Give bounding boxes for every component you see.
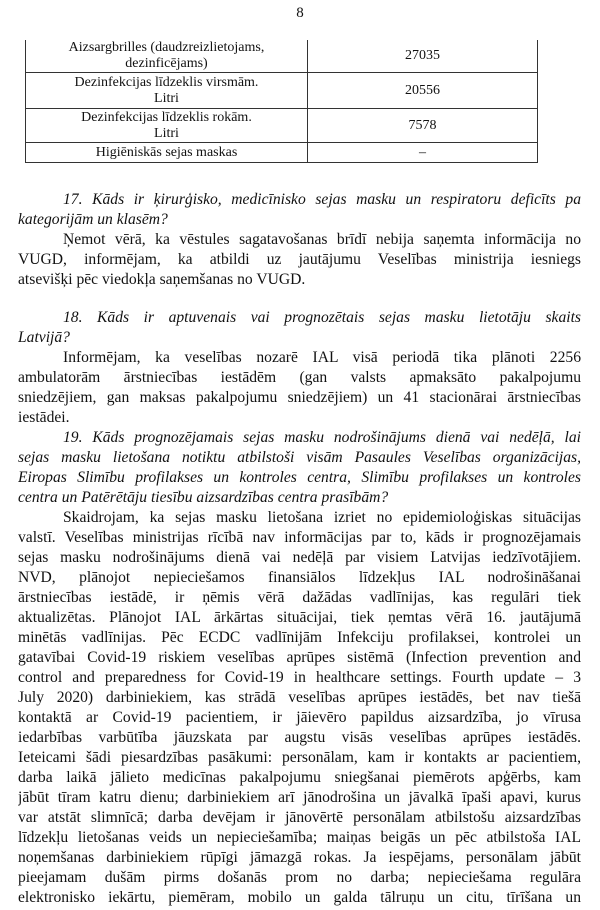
- document-body: [18, 190, 581, 908]
- item-quantity-cell: 27035: [308, 40, 538, 73]
- item-quantity-cell: 7578: [308, 109, 538, 143]
- text-line: jābūt tīram katru dienu; darbiniekiem arī jānodrošina un jāvalkā īpaši apavi, kurus: [18, 789, 581, 806]
- item-name-cell: [26, 143, 308, 163]
- item-name-cell: [26, 40, 308, 73]
- question-paragraph: [18, 428, 581, 508]
- text-line: līdzekļu lietošanas veids un nepieciešamība; maiņas beigās un pēc atbilstoša IAL: [18, 829, 581, 846]
- text-line: sejas masku lietošana notiktu atbilstoši visām Pasaules Veselības organizācijas,: [18, 449, 581, 466]
- table-row: [26, 40, 538, 73]
- text-line: valstī. Veselības ministrijas rīcībā nav informācijas par to, kāds ir prognozējamais: [18, 529, 581, 546]
- page-number: 8: [296, 5, 304, 21]
- text-line: control and preparedness for Covid-19 in healthcare settings. Fourth update – 3: [18, 669, 581, 686]
- text-line: Informējam, ka veselības nozarē IAL visā periodā tika plānoti 2256: [63, 349, 581, 366]
- text-line: kontaktā ar Covid-19 pacientiem, ir jāievēro papildus aizsardzība, jo vīrusa: [18, 709, 581, 726]
- text-line: sniedzējiem, gan maksas pakalpojumu sniedzējiem) un 41 stacionārai ārstniecības: [18, 389, 581, 406]
- text-line: centra un Patērētāju tiesību aizsardzības centra prasībām?: [18, 489, 389, 506]
- item-name-cell: [26, 109, 308, 143]
- text-line: Ņemot vērā, ka vēstules sagatavošanas brīdī nebija saņemta informācija no: [63, 231, 581, 248]
- text-line: kategorijām un klasēm?: [18, 211, 168, 228]
- text-line: VUGD, informējam, ka atbildi uz jautājumu Veselības ministrija iesniegs: [18, 251, 581, 268]
- supplies-table: [25, 40, 538, 163]
- item-name-line: Dezinfekcijas līdzeklis virsmām.: [74, 74, 259, 90]
- text-line: darba laikā jālieto medicīnas pakalpojumu sniegšanai piemērots apģērbs, kam: [18, 769, 581, 786]
- item-name-line: dezinficējams): [125, 56, 208, 71]
- text-line: Latvijā?: [18, 329, 70, 346]
- text-line: July 2020) darbiniekiem, kas strādā veselības aprūpes iestādēs, bet nav tiešā: [18, 689, 581, 706]
- text-line: minētās vadlīnijas. Pēc ECDC vadlīnijām Infekciju profilaksei, kontrolei un: [18, 629, 581, 646]
- text-line: 18. Kāds ir aptuvenais vai prognozētais sejas masku lietotāju skaits: [63, 309, 581, 326]
- text-line: noņemšanas darbiniekiem rūpīgi jāmazgā rokas. Ja iespējams, personālam jābūt: [18, 849, 581, 866]
- text-line: elektronisko iekārtu, piemēram, mobilo un galda tālruņu un citu, tīrīšana un: [18, 889, 581, 906]
- text-line: var atstāt slimnīcā; darba devējam ir jānovērtē personālam atbilstošu aizsardzības: [18, 809, 581, 826]
- item-quantity-cell: 20556: [308, 73, 538, 109]
- text-line: ārstniecības iestādē, ir ņēmis vērā dažādas vadlīnijas, kas regulāri tiek: [18, 589, 581, 606]
- text-line: iedarbības varbūtība jāuzskata par augstu visās veselības aprūpes iestādēs.: [18, 729, 581, 746]
- answer-paragraph: [18, 230, 581, 290]
- item-quantity-cell: –: [308, 143, 538, 163]
- text-line: Ieteicami šādi piesardzības pasākumi: personālam, kam ir kontakts ar pacientiem,: [18, 749, 581, 766]
- text-line: Eiropas Slimību profilakses un kontroles centra, Slimību profilakses un kontroles: [18, 469, 581, 486]
- item-name-cell: [26, 73, 308, 109]
- text-line: pieejamam dušām pirms došanās prom no darba; nepieciešama regulāra: [18, 869, 581, 886]
- item-name-line: Litri: [154, 125, 179, 141]
- table-row: [26, 109, 538, 143]
- text-line: Skaidrojam, ka sejas masku lietošana izriet no epidemioloģiskas situācijas: [63, 509, 581, 526]
- text-line: ambulatorām ārstniecības iestādēm (gan valsts apmaksāto pakalpojumu: [18, 369, 581, 386]
- text-line: 17. Kāds ir ķirurģisko, medicīnisko sejas masku un respiratoru deficīts pa: [63, 191, 581, 208]
- answer-paragraph: [18, 348, 581, 428]
- table-row: [26, 73, 538, 109]
- question-paragraph: [18, 190, 581, 230]
- text-line: iestādei.: [18, 409, 70, 426]
- question-paragraph: [18, 308, 581, 348]
- item-name-line: Aizsargbrilles (daudzreizlietojams,: [68, 40, 265, 55]
- text-line: NVD, plānojot nepieciešamos finansiālos līdzekļus IAL nodrošināšanai: [18, 569, 581, 586]
- text-line: gatavībai Covid-19 riskiem veselības aprūpes sistēmā (Infection prevention and: [18, 649, 581, 666]
- text-line: atsevišķi pēc viedokļa saņemšanas no VUGD.: [18, 271, 306, 288]
- text-line: 19. Kāds prognozējamais sejas masku nodrošinājums dienā vai nedēļā, lai: [63, 429, 581, 446]
- text-line: sejas masku nodrošinājums dienā vai nedēļā par visiem Latvijas iedzīvotājiem.: [18, 549, 581, 566]
- item-name-line: Litri: [154, 90, 179, 106]
- item-name-line: Higiēniskās sejas maskas: [95, 144, 238, 160]
- item-name-line: Dezinfekcijas līdzeklis rokām.: [81, 109, 252, 125]
- text-line: aktualizētas. Plānojot IAL ārkārtas situācijai, tiek ņemtas vērā 16. jautājumā: [18, 609, 581, 626]
- table-row: [26, 143, 538, 163]
- answer-paragraph: [18, 508, 581, 908]
